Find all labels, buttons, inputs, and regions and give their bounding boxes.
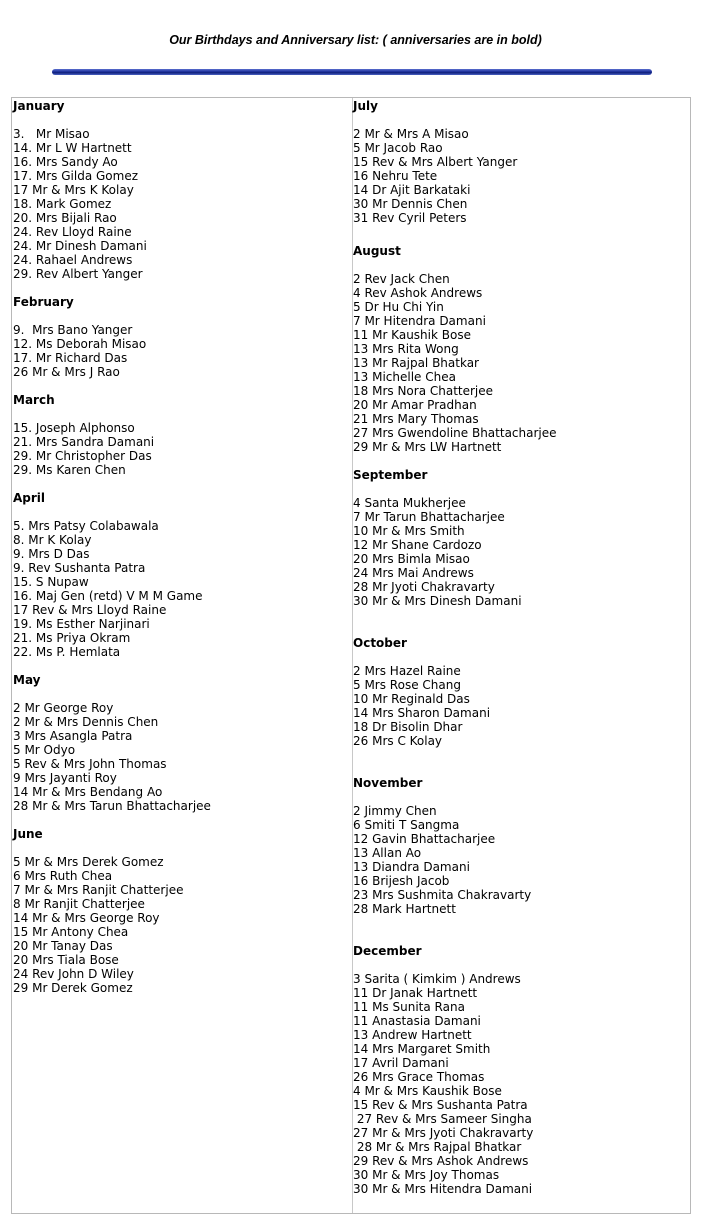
list-item: 13 Michelle Chea (353, 370, 456, 384)
month-heading: September (353, 468, 428, 482)
list-item: 20 Mr Amar Pradhan (353, 398, 477, 412)
month-heading: October (353, 636, 407, 650)
list-item: 13 Mrs Rita Wong (353, 342, 459, 356)
month-heading: June (13, 827, 43, 841)
list-item: 29 Rev & Mrs Ashok Andrews (353, 1154, 529, 1168)
list-item: 28 Mr & Mrs Rajpal Bhatkar (353, 1140, 522, 1154)
list-item: 14 Dr Ajit Barkataki (353, 183, 471, 197)
list-item: 2 Mrs Hazel Raine (353, 664, 461, 678)
list-item: 18. Mark Gomez (13, 197, 112, 211)
list-item: 27 Rev & Mrs Sameer Singha (353, 1112, 532, 1126)
list-item: 8. Mr K Kolay (13, 533, 92, 547)
list-item: 29 Mr & Mrs LW Hartnett (353, 440, 502, 454)
list-item: 5 Mr Odyo (13, 743, 76, 757)
list-item: 21 Mrs Mary Thomas (353, 412, 479, 426)
list-item: 9. Mrs Bano Yanger (13, 323, 133, 337)
list-item: 4 Rev Ashok Andrews (353, 286, 483, 300)
list-item: 5. Mrs Patsy Colabawala (13, 519, 159, 533)
list-item: 27 Mr & Mrs Jyoti Chakravarty (353, 1126, 534, 1140)
list-item: 2 Mr & Mrs Dennis Chen (13, 715, 159, 729)
list-item: 9. Rev Sushanta Patra (13, 561, 146, 575)
list-item: 13 Diandra Damani (353, 860, 470, 874)
list-item: 11 Mr Kaushik Bose (353, 328, 471, 342)
list-item: 18 Dr Bisolin Dhar (353, 720, 463, 734)
list-item: 30 Mr & Mrs Joy Thomas (353, 1168, 500, 1182)
list-item: 12. Ms Deborah Misao (13, 337, 147, 351)
list-item: 4 Mr & Mrs Kaushik Bose (353, 1084, 502, 1098)
list-item: 13 Andrew Hartnett (353, 1028, 472, 1042)
list-item: 15. S Nupaw (13, 575, 89, 589)
list-item: 10 Mr Reginald Das (353, 692, 470, 706)
list-item: 12 Gavin Bhattacharjee (353, 832, 496, 846)
list-item: 20. Mrs Bijali Rao (13, 211, 117, 225)
list-item: 9 Mrs Jayanti Roy (13, 771, 117, 785)
list-item: 29 Mr Derek Gomez (13, 981, 133, 995)
list-item: 30 Mr & Mrs Hitendra Damani (353, 1182, 533, 1196)
list-item: 26 Mrs Grace Thomas (353, 1070, 485, 1084)
month-heading: November (353, 776, 423, 790)
list-item: 16 Nehru Tete (353, 169, 438, 183)
list-item: 14. Mr L W Hartnett (13, 141, 132, 155)
list-item: 15 Rev & Mrs Albert Yanger (353, 155, 518, 169)
list-item: 6 Smiti T Sangma (353, 818, 460, 832)
list-item: 14 Mrs Sharon Damani (353, 706, 491, 720)
list-item: 6 Mrs Ruth Chea (13, 869, 113, 883)
month-heading: February (13, 295, 74, 309)
list-item: 5 Mrs Rose Chang (353, 678, 461, 692)
list-item: 19. Ms Esther Narjinari (13, 617, 150, 631)
list-item: 13 Allan Ao (353, 846, 422, 860)
list-item: 29. Mr Christopher Das (13, 449, 152, 463)
list-item: 3 Mrs Asangla Patra (13, 729, 133, 743)
list-item: 14 Mrs Margaret Smith (353, 1042, 491, 1056)
list-item: 18 Mrs Nora Chatterjee (353, 384, 494, 398)
list-item: 15. Joseph Alphonso (13, 421, 135, 435)
list-item: 29. Ms Karen Chen (13, 463, 126, 477)
page-title: Our Birthdays and Anniversary list: ( anniversaries are in bold) (169, 33, 542, 47)
list-item: 9. Mrs D Das (13, 547, 90, 561)
list-item: 27 Mrs Gwendoline Bhattacharjee (353, 426, 557, 440)
list-item: 5 Mr Jacob Rao (353, 141, 443, 155)
list-item: 4 Santa Mukherjee (353, 496, 466, 510)
title-divider (52, 69, 652, 75)
month-heading: January (13, 99, 65, 113)
list-item: 24 Mrs Mai Andrews (353, 566, 474, 580)
list-item: 17. Mr Richard Das (13, 351, 128, 365)
list-item: 2 Mr George Roy (13, 701, 114, 715)
list-item: 5 Dr Hu Chi Yin (353, 300, 444, 314)
month-heading: August (353, 244, 401, 258)
list-item: 28 Mr & Mrs Tarun Bhattacharjee (13, 799, 211, 813)
month-heading: March (13, 393, 55, 407)
month-heading: July (353, 99, 378, 113)
list-item: 17. Mrs Gilda Gomez (13, 169, 139, 183)
list-item: 24. Rahael Andrews (13, 253, 133, 267)
list-item: 11 Dr Janak Hartnett (353, 986, 478, 1000)
list-item: 15 Mr Antony Chea (13, 925, 129, 939)
list-item: 28 Mr Jyoti Chakravarty (353, 580, 495, 594)
list-item: 17 Avril Damani (353, 1056, 449, 1070)
list-item: 7 Mr Hitendra Damani (353, 314, 486, 328)
list-item: 10 Mr & Mrs Smith (353, 524, 465, 538)
list-item: 8 Mr Ranjit Chatterjee (13, 897, 145, 911)
month-heading: May (13, 673, 41, 687)
birthday-table (11, 97, 691, 1214)
list-item: 20 Mr Tanay Das (13, 939, 113, 953)
list-item: 5 Rev & Mrs John Thomas (13, 757, 167, 771)
list-item: 2 Rev Jack Chen (353, 272, 450, 286)
list-item: 17 Mr & Mrs K Kolay (13, 183, 134, 197)
list-item: 16. Mrs Sandy Ao (13, 155, 118, 169)
list-item: 30 Mr Dennis Chen (353, 197, 468, 211)
list-item: 3 Sarita ( Kimkim ) Andrews (353, 972, 521, 986)
list-item: 17 Rev & Mrs Lloyd Raine (13, 603, 167, 617)
list-item: 30 Mr & Mrs Dinesh Damani (353, 594, 522, 608)
list-item: 2 Jimmy Chen (353, 804, 437, 818)
list-item: 7 Mr & Mrs Ranjit Chatterjee (13, 883, 184, 897)
list-item: 24 Rev John D Wiley (13, 967, 134, 981)
list-item: 3. Mr Misao (13, 127, 90, 141)
list-item: 29. Rev Albert Yanger (13, 267, 143, 281)
list-item: 24. Rev Lloyd Raine (13, 225, 132, 239)
list-item: 14 Mr & Mrs Bendang Ao (13, 785, 163, 799)
list-item: 11 Ms Sunita Rana (353, 1000, 465, 1014)
list-item: 22. Ms P. Hemlata (13, 645, 121, 659)
list-item: 2 Mr & Mrs A Misao (353, 127, 469, 141)
list-item: 20 Mrs Bimla Misao (353, 552, 470, 566)
list-item: 15 Rev & Mrs Sushanta Patra (353, 1098, 528, 1112)
list-item: 26 Mrs C Kolay (353, 734, 443, 748)
list-item: 31 Rev Cyril Peters (353, 211, 467, 225)
list-item: 28 Mark Hartnett (353, 902, 456, 916)
list-item: 16 Brijesh Jacob (353, 874, 450, 888)
list-item: 26 Mr & Mrs J Rao (13, 365, 120, 379)
list-item: 12 Mr Shane Cardozo (353, 538, 482, 552)
list-item: 23 Mrs Sushmita Chakravarty (353, 888, 532, 902)
list-item: 14 Mr & Mrs George Roy (13, 911, 160, 925)
month-heading: April (13, 491, 46, 505)
list-item: 21. Ms Priya Okram (13, 631, 131, 645)
list-item: 7 Mr Tarun Bhattacharjee (353, 510, 505, 524)
list-item: 24. Mr Dinesh Damani (13, 239, 147, 253)
list-item: 5 Mr & Mrs Derek Gomez (13, 855, 164, 869)
list-item: 21. Mrs Sandra Damani (13, 435, 155, 449)
list-item: 13 Mr Rajpal Bhatkar (353, 356, 479, 370)
list-item: 11 Anastasia Damani (353, 1014, 481, 1028)
month-heading: December (353, 944, 422, 958)
list-item: 16. Maj Gen (retd) V M M Game (13, 589, 203, 603)
list-item: 20 Mrs Tiala Bose (13, 953, 119, 967)
